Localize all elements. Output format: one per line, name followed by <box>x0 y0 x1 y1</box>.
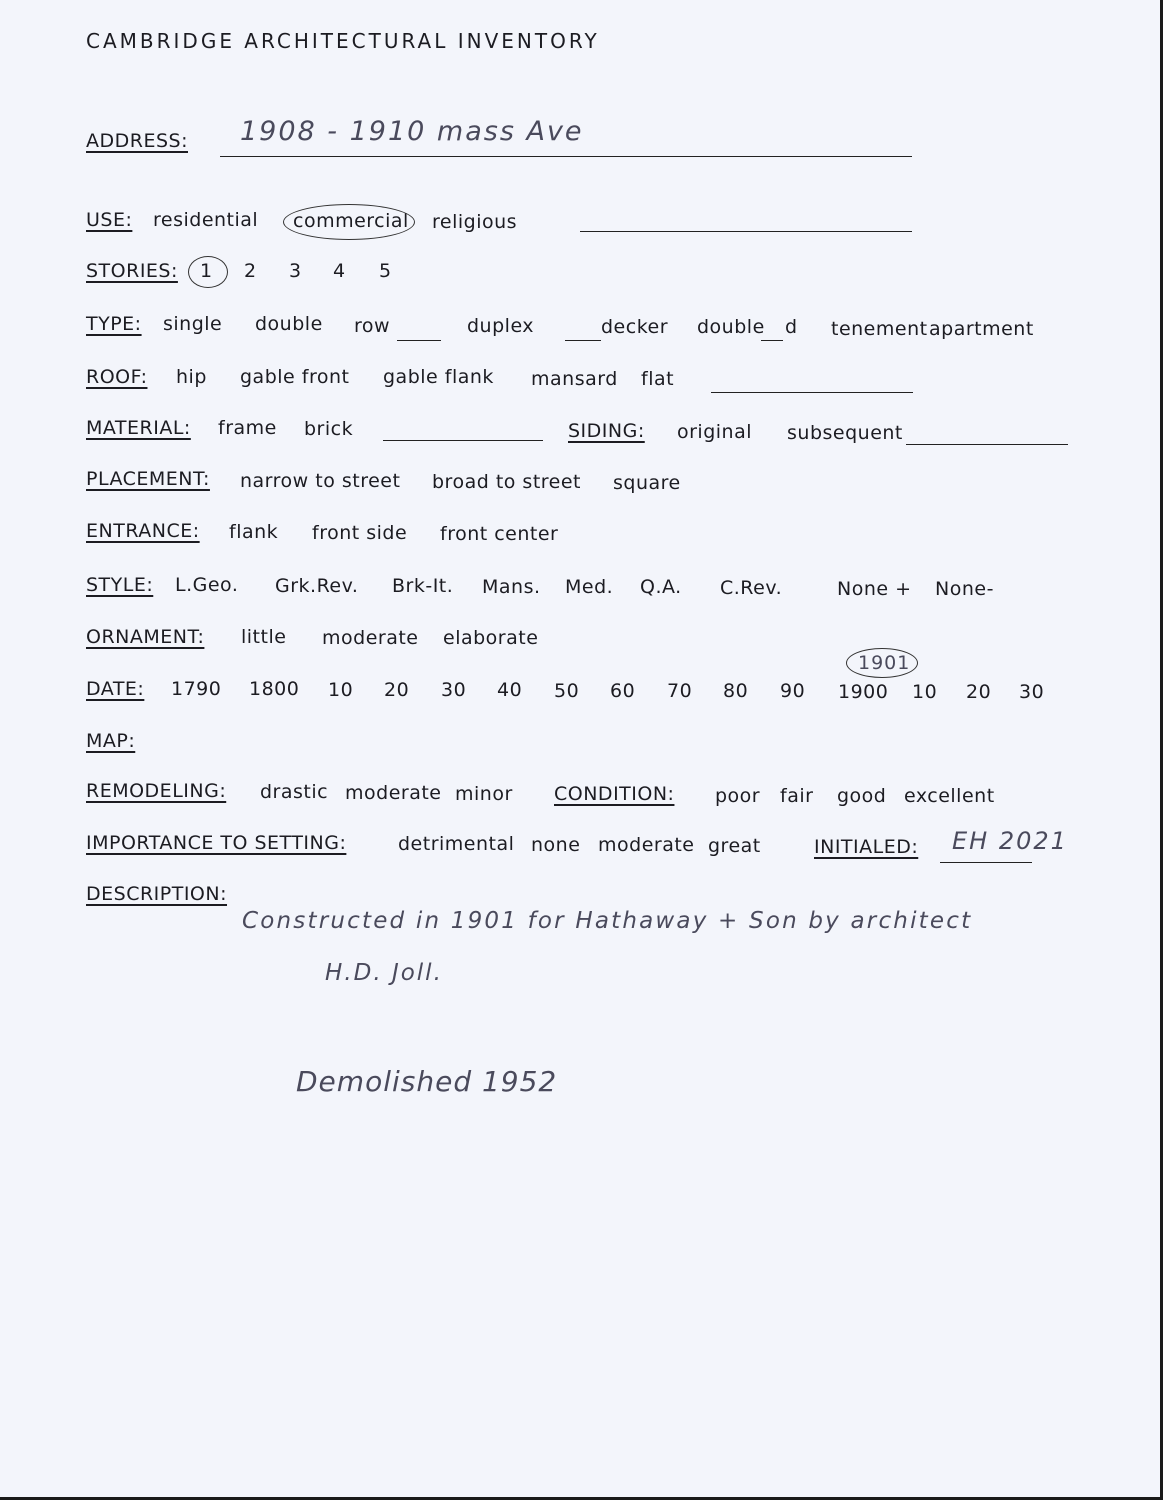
initialed-line <box>940 862 1032 863</box>
date-option-40: 40 <box>497 679 523 701</box>
importance-option-moderate: moderate <box>598 834 695 856</box>
type-option-double: double <box>255 313 323 335</box>
style-option-grkrev: Grk.Rev. <box>275 575 359 597</box>
date-handwritten-circle <box>846 648 918 678</box>
style-option-lgeo: L.Geo. <box>175 574 239 596</box>
entrance-label: ENTRANCE: <box>86 520 200 542</box>
date-option-90: 90 <box>780 680 806 702</box>
date-option-1790: 1790 <box>171 678 222 700</box>
type-label: TYPE: <box>86 313 142 335</box>
placement-option-square: square <box>613 472 681 494</box>
ornament-option-moderate: moderate <box>322 627 419 649</box>
stories-option-5: 5 <box>379 260 392 282</box>
type-decker-line <box>565 340 601 341</box>
type-option-duplex: duplex <box>467 315 535 337</box>
date-option-10: 10 <box>328 679 354 701</box>
type-row-line <box>397 340 441 341</box>
condition-label: CONDITION: <box>554 783 675 805</box>
roof-option-gable-front: gable front <box>240 366 350 388</box>
address-line <box>220 156 912 157</box>
type-option-apartment: apartment <box>929 318 1034 340</box>
remodeling-option-minor: minor <box>455 783 513 805</box>
roof-label: ROOF: <box>86 366 148 388</box>
condition-option-excellent: excellent <box>904 785 995 807</box>
date-option-50: 50 <box>554 680 580 702</box>
remodeling-label: REMODELING: <box>86 780 227 802</box>
use-option-residential: residential <box>153 209 259 231</box>
stories-selection-circle <box>188 256 228 288</box>
date-option-60: 60 <box>610 680 636 702</box>
date-option-30: 30 <box>441 679 467 701</box>
ornament-option-elaborate: elaborate <box>443 627 539 649</box>
date-handwritten-1901: 1901 <box>858 652 911 674</box>
map-label: MAP: <box>86 730 136 752</box>
date-option-1900: 1900 <box>838 681 889 703</box>
material-option-frame: frame <box>218 417 277 439</box>
roof-option-flat: flat <box>641 368 675 390</box>
placement-label: PLACEMENT: <box>86 468 210 490</box>
address-value: 1908 - 1910 mass Ave <box>240 116 584 147</box>
importance-label: IMPORTANCE TO SETTING: <box>86 832 347 854</box>
type-option-row: row <box>354 315 391 337</box>
importance-option-none: none <box>531 834 581 856</box>
ornament-option-little: little <box>241 626 287 648</box>
stories-option-1: 1 <box>200 260 213 282</box>
entrance-option-front-side: front side <box>312 522 408 544</box>
style-option-crev: C.Rev. <box>720 577 783 599</box>
stories-option-4: 4 <box>333 260 346 282</box>
use-label: USE: <box>86 209 133 231</box>
use-other-line <box>580 231 912 232</box>
date-option-20: 20 <box>384 679 410 701</box>
type-option-single: single <box>163 313 223 335</box>
style-option-med: Med. <box>565 576 614 598</box>
remodeling-option-drastic: drastic <box>260 781 329 803</box>
condition-option-good: good <box>837 785 887 807</box>
form-title: CAMBRIDGE ARCHITECTURAL INVENTORY <box>86 29 600 53</box>
description-demolished-note: Demolished 1952 <box>296 1065 558 1098</box>
material-option-brick: brick <box>304 418 354 440</box>
style-option-qa: Q.A. <box>640 576 682 598</box>
date-option-1930: 30 <box>1019 681 1045 703</box>
remodeling-option-moderate: moderate <box>345 782 442 804</box>
date-label: DATE: <box>86 678 145 700</box>
stories-option-2: 2 <box>244 260 257 282</box>
placement-option-narrow: narrow to street <box>240 470 401 492</box>
style-option-none-minus: None- <box>935 578 994 600</box>
style-option-brkit: Brk-It. <box>392 575 454 597</box>
use-option-commercial: commercial <box>293 210 409 232</box>
type-option-double2: double <box>697 316 765 338</box>
importance-option-detrimental: detrimental <box>398 833 515 855</box>
description-line-2: H.D. Joll. <box>325 960 443 986</box>
type-option-tenement: tenement <box>831 318 928 340</box>
style-label: STYLE: <box>86 574 154 596</box>
type-double-d-line <box>761 340 783 341</box>
importance-option-great: great <box>708 835 761 857</box>
date-option-70: 70 <box>667 680 693 702</box>
material-label: MATERIAL: <box>86 417 191 439</box>
siding-label: SIDING: <box>568 420 645 442</box>
siding-option-original: original <box>677 421 753 443</box>
roof-option-gable-flank: gable flank <box>383 366 494 388</box>
initialed-value: EH 2021 <box>952 827 1068 855</box>
stories-option-3: 3 <box>289 260 302 282</box>
material-other-line <box>383 440 543 441</box>
date-option-1920: 20 <box>966 681 992 703</box>
roof-option-hip: hip <box>176 366 207 388</box>
style-option-none-plus: None + <box>837 578 912 600</box>
type-option-decker: decker <box>601 316 669 338</box>
date-option-1910: 10 <box>912 681 938 703</box>
condition-option-poor: poor <box>715 785 761 807</box>
use-selection-circle <box>283 204 415 240</box>
description-line-1: Constructed in 1901 for Hathaway + Son by architect <box>242 908 973 934</box>
placement-option-broad: broad to street <box>432 471 582 493</box>
type-option-d: d <box>785 316 798 338</box>
condition-option-fair: fair <box>780 785 814 807</box>
entrance-option-front-center: front center <box>440 523 559 545</box>
stories-label: STORIES: <box>86 260 178 282</box>
date-option-1800: 1800 <box>249 678 300 700</box>
siding-option-subsequent: subsequent <box>787 422 903 444</box>
date-option-80: 80 <box>723 680 749 702</box>
description-label: DESCRIPTION: <box>86 883 228 905</box>
entrance-option-flank: flank <box>229 521 279 543</box>
style-option-mans: Mans. <box>482 576 541 598</box>
use-option-religious: religious <box>432 211 518 233</box>
roof-option-mansard: mansard <box>531 368 618 390</box>
address-label: ADDRESS: <box>86 130 188 152</box>
roof-other-line <box>711 392 913 393</box>
siding-other-line <box>906 444 1068 445</box>
ornament-label: ORNAMENT: <box>86 626 205 648</box>
initialed-label: INITIALED: <box>814 836 919 858</box>
